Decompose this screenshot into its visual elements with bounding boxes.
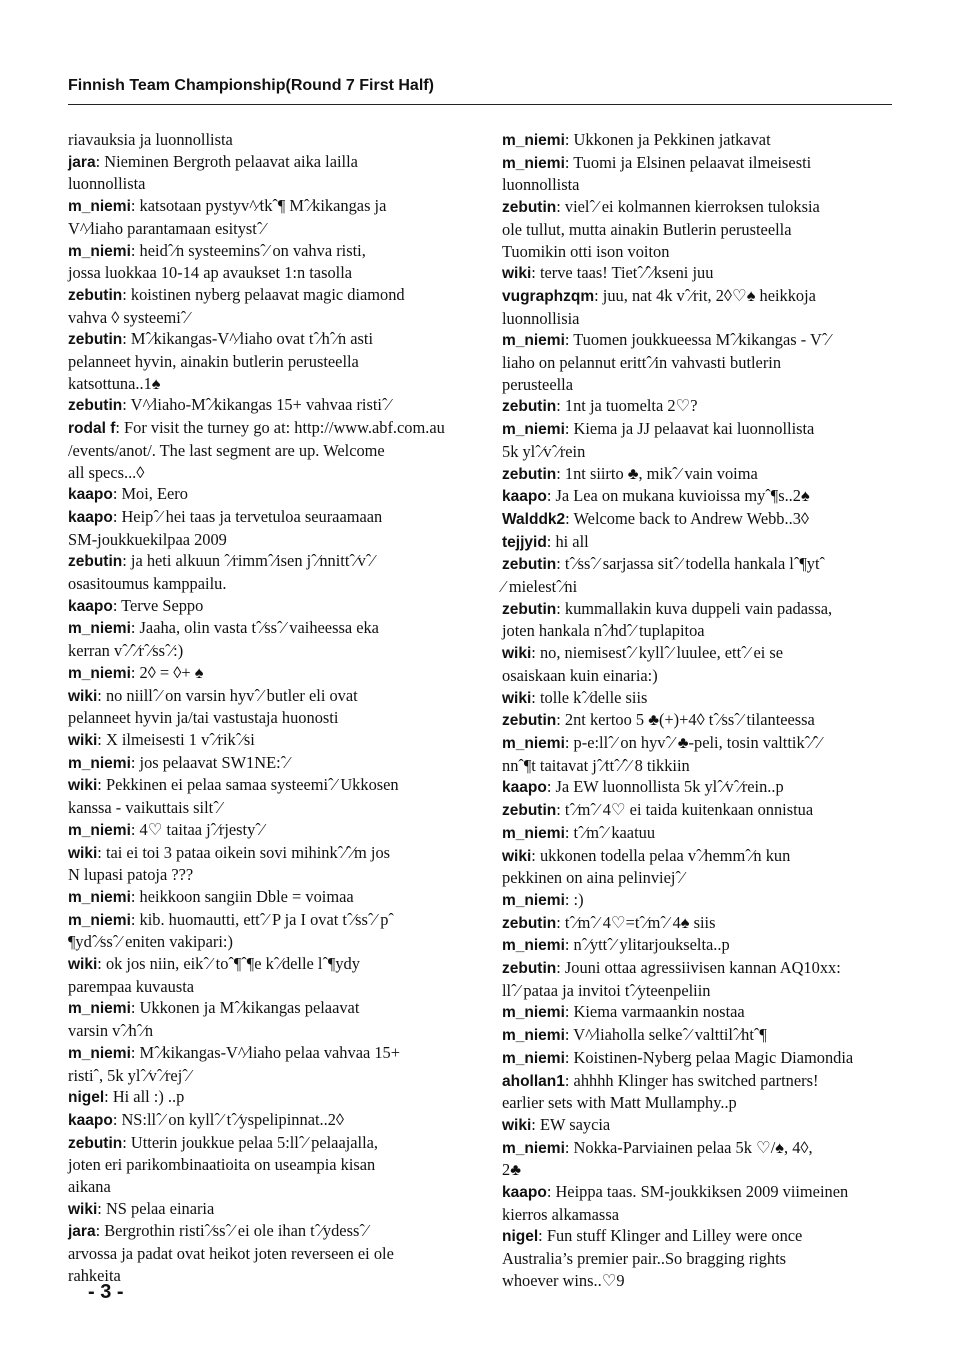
chat-line xyxy=(68,307,468,329)
chat-nick: wiki xyxy=(502,265,532,283)
chat-line xyxy=(502,1092,902,1114)
chat-nick: m_niemi xyxy=(68,1044,131,1062)
chat-nick: m_niemi xyxy=(68,664,131,682)
chat-nick: m_niemi xyxy=(68,754,131,772)
chat-text: ⁄ mielestˆ⁄ni xyxy=(502,577,578,597)
chat-text: : Jouni ottaa agressiivisen kannan AQ10xx: xyxy=(556,958,841,978)
chat-nick: m_niemi xyxy=(502,421,565,439)
chat-line xyxy=(68,218,468,240)
chat-text: : ja heti alkuun ˆ⁄rimmˆ⁄isen jˆ⁄nnittˆ⁄vˆ⁄ xyxy=(122,551,374,571)
chat-text: : 1nt siirto ♣, mikˆ⁄ vain voima xyxy=(556,463,758,483)
chat-line xyxy=(68,662,468,685)
chat-line xyxy=(502,598,902,621)
chat-line xyxy=(502,463,902,486)
chat-line xyxy=(502,1114,902,1137)
chat-text: ole tullut, mutta ainakin Butlerin perusteella xyxy=(502,219,792,239)
chat-text: pelanneet hyvin ja/tai vastustaja huonosti xyxy=(68,708,339,728)
chat-line xyxy=(502,620,902,642)
chat-text: llˆ⁄ pataa ja invitoi tˆ⁄yteenpeliin xyxy=(502,980,711,1000)
chat-nick: Walddk2 xyxy=(502,510,566,528)
chat-text: : terve taas! Tietˆ⁄ˆ⁄kseni juu xyxy=(531,263,714,283)
chat-line xyxy=(502,219,902,241)
chat-line xyxy=(502,1001,902,1024)
chat-line xyxy=(68,1109,468,1132)
chat-text: pelanneet hyvin, ainakin butlerin perusteella xyxy=(68,352,359,372)
chat-nick: wiki xyxy=(68,1200,98,1218)
chat-line xyxy=(502,485,902,508)
chat-line xyxy=(68,931,468,953)
chat-text: : Moi, Eero xyxy=(112,484,188,504)
chat-text: : 2◊ = ◊+ ♠ xyxy=(130,662,204,682)
chat-text: : vielˆ⁄ ei kolmannen kierroksen tuloksia xyxy=(556,197,820,217)
chat-line xyxy=(68,685,468,708)
chat-line xyxy=(502,665,902,687)
chat-text: /events/anot/. The last segment are up. Welcome xyxy=(68,440,385,460)
chat-text: : Tuomi ja Elsinen pelaavat ilmeisesti xyxy=(564,152,812,172)
chat-line xyxy=(502,1024,902,1047)
chat-text: : Ja Lea on mukana kuvioissa myˆ¶s..2♠ xyxy=(546,486,810,506)
chat-nick: m_niemi xyxy=(502,1027,565,1045)
chat-text: : kummallakin kuva duppeli vain padassa, xyxy=(556,598,833,618)
chat-text: Tuomikin otti ison voiton xyxy=(502,241,670,261)
chat-line xyxy=(68,886,468,909)
chat-text: : ok jos niin, eikˆ⁄ toˆ¶ˆ¶e kˆ⁄delle lˆ¶ydy xyxy=(97,954,360,974)
chat-line xyxy=(502,241,902,263)
chat-nick: wiki xyxy=(502,1116,532,1134)
chat-line xyxy=(502,576,902,598)
chat-text: pekkinen on aina pelinviejˆ⁄ xyxy=(502,868,684,888)
chat-line xyxy=(502,889,902,912)
chat-nick: kaapo xyxy=(502,488,547,506)
chat-text: : NS:llˆ⁄ on kyllˆ⁄ tˆ⁄yspelipinnat..2◊ xyxy=(112,1109,345,1129)
page-header: Finnish Team Championship(Round 7 First Half) xyxy=(68,77,434,94)
chat-line xyxy=(502,709,902,732)
chat-line xyxy=(502,1204,902,1226)
chat-line xyxy=(68,640,468,662)
chat-line xyxy=(502,1137,902,1160)
chat-nick: zebutin xyxy=(502,712,557,730)
chat-text: : Heipˆ⁄ hei taas ja tervetuloa seuraamaan xyxy=(112,506,383,526)
chat-line xyxy=(68,195,468,218)
chat-text: : tai ei toi 3 pataa oikein sovi mihinkˆ⁄ˆ⁄m jos xyxy=(97,842,391,862)
chat-line xyxy=(502,687,902,710)
chat-nick: wiki xyxy=(68,687,98,705)
chat-text: 2♣ xyxy=(502,1160,521,1180)
chat-line xyxy=(68,394,468,417)
chat-nick: m_niemi xyxy=(502,937,565,955)
chat-line xyxy=(68,328,468,351)
chat-text: : ukkonen todella pelaa vˆ⁄hemmˆ⁄n kun xyxy=(531,845,791,865)
chat-nick: m_niemi xyxy=(502,332,565,350)
chat-line xyxy=(68,1042,468,1065)
chat-text: earlier sets with Matt Mullamphy..p xyxy=(502,1093,737,1113)
chat-nick: zebutin xyxy=(502,556,557,574)
chat-text: : hi all xyxy=(546,531,589,551)
chat-line xyxy=(502,418,902,441)
chat-text: : 2nt kertoo 5 ♣(+)+4◊ tˆ⁄ssˆ⁄ tilanteessa xyxy=(556,710,815,730)
chat-text: : tˆ⁄mˆ⁄ 4♡=tˆ⁄mˆ⁄ 4♠ siis xyxy=(556,912,716,932)
chat-line xyxy=(68,617,468,640)
chat-nick: zebutin xyxy=(502,465,557,483)
chat-text: all specs...◊ xyxy=(68,462,145,482)
chat-text: aikana xyxy=(68,1177,111,1197)
chat-text: kanssa - vaikuttais siltˆ⁄ xyxy=(68,798,222,818)
chat-line xyxy=(68,417,468,440)
chat-text: luonnollista xyxy=(68,174,146,194)
chat-text: : Heippa taas. SM-joukkiksen 2009 viimeinen xyxy=(546,1182,849,1202)
chat-line xyxy=(502,1270,902,1292)
chat-text: parempaa kuvausta xyxy=(68,976,195,996)
chat-line xyxy=(502,329,902,352)
chat-nick: zebutin xyxy=(68,397,123,415)
chat-nick: m_niemi xyxy=(68,911,131,929)
chat-text: : Ukkonen ja Pekkinen jatkavat xyxy=(564,130,771,149)
chat-text: perusteella xyxy=(502,374,573,394)
chat-text: liaho on pelannut erittˆ⁄in vahvasti butlerin xyxy=(502,353,782,373)
chat-text: : heikkoon sangiin Dble = voimaa xyxy=(130,886,354,906)
chat-text: : Terve Seppo xyxy=(112,595,204,615)
chat-line xyxy=(502,174,902,196)
chat-text: rahkeita xyxy=(68,1265,121,1285)
chat-nick: wiki xyxy=(68,844,98,862)
chat-line xyxy=(502,531,902,554)
chat-text: jossa luokkaa 10-14 ap avaukset 1:n tasolla xyxy=(68,263,353,283)
chat-text: : Mˆ⁄kikangas-V^⁄liaho ovat tˆ⁄hˆ⁄n asti xyxy=(122,329,374,349)
chat-text: : no, niemisestˆ⁄ kyllˆ⁄ luulee, ettˆ⁄ ei se xyxy=(531,643,784,663)
chat-text: joten eri parikombinaatioita on useampia kisan xyxy=(68,1155,376,1175)
chat-nick: wiki xyxy=(68,956,98,974)
chat-text: : Kiema ja JJ pelaavat kai luonnollista xyxy=(564,419,815,439)
chat-text: kierros alkamassa xyxy=(502,1204,619,1224)
chat-text: SM-joukkuekilpaa 2009 xyxy=(68,529,227,549)
chat-line xyxy=(502,642,902,665)
chat-text: : tolle kˆ⁄delle siis xyxy=(531,687,648,707)
chat-text: V^⁄liaho parantamaan esitystˆ⁄ xyxy=(68,218,266,238)
chat-text: : katsotaan pystyv^⁄tkˆ¶ Mˆ⁄kikangas ja xyxy=(130,196,387,216)
chat-nick: zebutin xyxy=(68,1134,123,1152)
chat-text: osaiskaan kuin einaria:) xyxy=(502,665,658,685)
chat-line xyxy=(502,308,902,330)
chat-line xyxy=(68,1132,468,1155)
chat-nick: wiki xyxy=(502,645,532,663)
chat-line xyxy=(502,262,902,285)
chat-nick: zebutin xyxy=(68,331,123,349)
chat-text: : ahhhh Klinger has switched partners! xyxy=(564,1070,819,1090)
chat-text: : Tuomen joukkueessa Mˆ⁄kikangas - Vˆ⁄ xyxy=(564,330,831,350)
chat-line xyxy=(68,1154,468,1176)
chat-nick: zebutin xyxy=(502,199,557,217)
chat-line xyxy=(68,729,468,752)
chat-line xyxy=(68,1198,468,1221)
chat-text: : Pekkinen ei pelaa samaa systeemiˆ⁄ Ukkosen xyxy=(97,775,399,795)
chat-line xyxy=(68,351,468,373)
chat-line xyxy=(502,152,902,175)
chat-line xyxy=(68,997,468,1020)
chat-line xyxy=(502,196,902,219)
chat-text: : Nieminen Bergroth pelaavat aika lailla xyxy=(95,151,358,171)
chat-line xyxy=(502,395,902,418)
chat-line xyxy=(502,867,902,889)
chat-text: : Koistinen-Nyberg pelaa Magic Diamondia xyxy=(564,1047,854,1067)
chat-text: ristiˆ, 5k ylˆ⁄vˆ⁄rejˆ⁄ xyxy=(68,1065,191,1085)
right-column xyxy=(502,129,902,1292)
chat-text: : Ukkonen ja Mˆ⁄kikangas pelaavat xyxy=(130,998,360,1018)
chat-text: osasitoumus kamppailu. xyxy=(68,574,227,594)
chat-text: : p-e:llˆ⁄ on hyvˆ⁄ ♣-peli, tosin valttikˆ⁄ˆ⁄ xyxy=(564,732,822,752)
chat-line xyxy=(502,441,902,463)
chat-text: : Hi all :) ..p xyxy=(104,1087,185,1107)
chat-line xyxy=(68,1265,468,1287)
chat-line xyxy=(68,550,468,573)
chat-nick: zebutin xyxy=(502,914,557,932)
chat-text: : Utterin joukkue pelaa 5:llˆ⁄ pelaajalla, xyxy=(122,1132,379,1152)
chat-line xyxy=(68,573,468,595)
chat-line xyxy=(502,1248,902,1270)
chat-line xyxy=(68,842,468,865)
chat-text: : NS pelaa einaria xyxy=(97,1198,215,1218)
chat-nick: zebutin xyxy=(502,600,557,618)
chat-line xyxy=(68,440,468,462)
chat-nick: m_niemi xyxy=(502,1049,565,1067)
chat-line xyxy=(68,1020,468,1042)
chat-nick: m_niemi xyxy=(68,821,131,839)
chat-line xyxy=(502,285,902,308)
chat-line xyxy=(68,529,468,551)
chat-text: : tˆ⁄ssˆ⁄ sarjassa sitˆ⁄ todella hankala lˆ¶ytˆ xyxy=(556,554,825,574)
chat-nick: m_niemi xyxy=(68,888,131,906)
chat-nick: vugraphzqm xyxy=(502,287,595,305)
chat-nick: m_niemi xyxy=(502,891,565,909)
chat-line xyxy=(502,1070,902,1093)
chat-line xyxy=(502,845,902,868)
chat-nick: wiki xyxy=(68,731,98,749)
chat-text: arvossa ja padat ovat heikot joten reverseen ei ole xyxy=(68,1244,394,1264)
chat-text: katsottuna..1♠ xyxy=(68,373,161,393)
chat-text: : Kiema varmaankin nostaa xyxy=(564,1002,745,1022)
chat-line xyxy=(68,864,468,886)
chat-line xyxy=(68,240,468,263)
chat-line xyxy=(502,732,902,755)
chat-text: : heidˆ⁄n systeeminsˆ⁄ on vahva risti, xyxy=(130,240,366,260)
chat-line xyxy=(502,553,902,576)
chat-text: : no niillˆ⁄ on varsin hyvˆ⁄ butler eli ovat xyxy=(97,685,358,705)
chat-nick: m_niemi xyxy=(502,154,565,172)
chat-line xyxy=(502,799,902,822)
chat-line xyxy=(68,151,468,174)
chat-line xyxy=(502,352,902,374)
chat-text: : Mˆ⁄kikangas-V^⁄liaho pelaa vahvaa 15+ xyxy=(130,1042,400,1062)
chat-text: luonnollisia xyxy=(502,308,580,328)
chat-nick: kaapo xyxy=(68,1111,113,1129)
chat-text: : X ilmeisesti 1 vˆ⁄rikˆ⁄si xyxy=(97,729,255,749)
chat-text: ¶ydˆ⁄ssˆ⁄ eniten vakipari:) xyxy=(68,932,233,952)
chat-line xyxy=(68,1086,468,1109)
chat-line xyxy=(68,797,468,819)
chat-line xyxy=(68,284,468,307)
chat-nick: jara xyxy=(68,1223,96,1241)
chat-line xyxy=(68,483,468,506)
chat-line xyxy=(502,912,902,935)
chat-text: : nˆ⁄yttˆ⁄ ylitarjoukselta..p xyxy=(564,935,730,955)
chat-text: : Welcome back to Andrew Webb..3◊ xyxy=(565,508,809,528)
chat-line xyxy=(68,774,468,797)
chat-text: Australia’s premier pair..So bragging rights xyxy=(502,1249,787,1269)
chat-nick: kaapo xyxy=(68,597,113,615)
chat-text: : Nokka-Parviainen pelaa 5k ♡/♠, 4◊, xyxy=(564,1137,813,1157)
chat-nick: zebutin xyxy=(502,802,557,820)
chat-line xyxy=(68,129,468,151)
chat-text: luonnollista xyxy=(502,175,580,195)
chat-nick: nigel xyxy=(502,1228,539,1246)
chat-nick: m_niemi xyxy=(68,1000,131,1018)
chat-line xyxy=(68,373,468,395)
chat-text: whoever wins..♡9 xyxy=(502,1270,625,1290)
chat-line xyxy=(502,822,902,845)
chat-line xyxy=(502,1159,902,1181)
chat-text: : Jaaha, olin vasta tˆ⁄ssˆ⁄ vaiheessa eka xyxy=(130,618,379,638)
chat-line xyxy=(68,1243,468,1265)
chat-line xyxy=(502,374,902,396)
chat-line xyxy=(502,957,902,980)
chat-text: : tˆ⁄mˆ⁄ kaatuu xyxy=(564,822,656,842)
chat-text: : V^⁄liaho-Mˆ⁄kikangas 15+ vahvaa ristiˆ⁄ xyxy=(122,395,391,415)
chat-nick: ahollan1 xyxy=(502,1072,565,1090)
chat-line xyxy=(68,819,468,842)
chat-text: : 4♡ taitaa jˆ⁄rjestyˆ⁄ xyxy=(130,819,264,839)
chat-line xyxy=(502,1225,902,1248)
chat-line xyxy=(68,976,468,998)
chat-line xyxy=(502,1047,902,1070)
chat-text: : Ja EW luonnollista 5k ylˆ⁄vˆ⁄rein..p xyxy=(546,777,784,797)
chat-line xyxy=(68,1176,468,1198)
chat-line xyxy=(502,1181,902,1204)
chat-text: : jos pelaavat SW1NE:ˆ⁄ xyxy=(130,752,289,772)
chat-text: : V^⁄liaholla selkeˆ⁄ valttilˆ⁄htˆ¶ xyxy=(564,1025,767,1045)
chat-line xyxy=(68,707,468,729)
chat-nick: kaapo xyxy=(502,1184,547,1202)
header-rule xyxy=(68,104,892,105)
chat-nick: zebutin xyxy=(68,286,123,304)
chat-line xyxy=(68,953,468,976)
chat-line xyxy=(68,909,468,932)
chat-line xyxy=(502,934,902,957)
chat-nick: rodal f xyxy=(68,420,116,438)
chat-text: vahva ◊ systeemiˆ⁄ xyxy=(68,307,189,327)
chat-text: joten hankala nˆ⁄hdˆ⁄ tuplapitoa xyxy=(502,621,705,641)
chat-nick: wiki xyxy=(502,847,532,865)
chat-nick: m_niemi xyxy=(502,1004,565,1022)
left-column xyxy=(68,129,468,1287)
chat-text: : juu, nat 4k vˆ⁄rit, 2◊♡♠ heikkoja xyxy=(594,285,816,305)
chat-nick: m_niemi xyxy=(502,734,565,752)
chat-nick: kaapo xyxy=(68,508,113,526)
chat-text: : :) xyxy=(564,889,584,909)
chat-nick: nigel xyxy=(68,1089,105,1107)
chat-nick: zebutin xyxy=(502,960,557,978)
chat-nick: kaapo xyxy=(68,486,113,504)
chat-text: varsin vˆ⁄hˆ⁄n xyxy=(68,1021,154,1041)
chat-line xyxy=(68,752,468,775)
chat-nick: zebutin xyxy=(68,553,123,571)
page-number: - 3 - xyxy=(88,1281,124,1303)
chat-text: kerran vˆ⁄ˆ⁄rˆ⁄ssˆ⁄:) xyxy=(68,641,184,661)
chat-text: riavauksia ja luonnollista xyxy=(68,130,233,149)
chat-text: : EW saycia xyxy=(531,1114,611,1134)
chat-text: nnˆ¶t taitavat jˆ⁄ttˆ⁄ˆ⁄ 8 tikkiin xyxy=(502,755,690,775)
chat-line xyxy=(68,462,468,484)
chat-line xyxy=(68,1220,468,1243)
chat-nick: m_niemi xyxy=(68,620,131,638)
chat-nick: zebutin xyxy=(502,398,557,416)
chat-text: : For visit the turney go at: http://www.abf.com.au xyxy=(115,418,445,438)
chat-line xyxy=(68,173,468,195)
chat-nick: tejjyid xyxy=(502,533,547,551)
chat-nick: wiki xyxy=(68,777,98,795)
chat-text: : Bergrothin ristiˆ⁄ssˆ⁄ ei ole ihan tˆ⁄ydessˆ⁄ xyxy=(95,1221,368,1241)
chat-nick: m_niemi xyxy=(68,198,131,216)
chat-nick: m_niemi xyxy=(502,1139,565,1157)
chat-nick: wiki xyxy=(502,689,532,707)
chat-nick: m_niemi xyxy=(502,824,565,842)
chat-text: : koistinen nyberg pelaavat magic diamond xyxy=(122,284,405,304)
chat-line xyxy=(502,776,902,799)
chat-nick: jara xyxy=(68,153,96,171)
chat-line xyxy=(68,595,468,618)
chat-line xyxy=(68,1065,468,1087)
chat-nick: kaapo xyxy=(502,779,547,797)
chat-line xyxy=(502,755,902,777)
chat-line xyxy=(502,980,902,1002)
chat-line xyxy=(502,129,902,152)
chat-text: 5k ylˆ⁄vˆ⁄rein xyxy=(502,441,586,461)
chat-text: : tˆ⁄mˆ⁄ 4♡ ei taida kuitenkaan onnistua xyxy=(556,800,814,820)
chat-line xyxy=(502,508,902,531)
chat-text: N lupasi patoja ??? xyxy=(68,865,194,885)
chat-line xyxy=(68,506,468,529)
chat-text: : 1nt ja tuomelta 2♡? xyxy=(556,396,698,416)
chat-nick: m_niemi xyxy=(502,132,565,149)
chat-line xyxy=(68,262,468,284)
chat-text: : kib. huomautti, ettˆ⁄ P ja I ovat tˆ⁄ssˆ⁄ pˆ xyxy=(130,909,394,929)
chat-text: : Fun stuff Klinger and Lilley were once xyxy=(538,1226,803,1246)
chat-nick: m_niemi xyxy=(68,242,131,260)
